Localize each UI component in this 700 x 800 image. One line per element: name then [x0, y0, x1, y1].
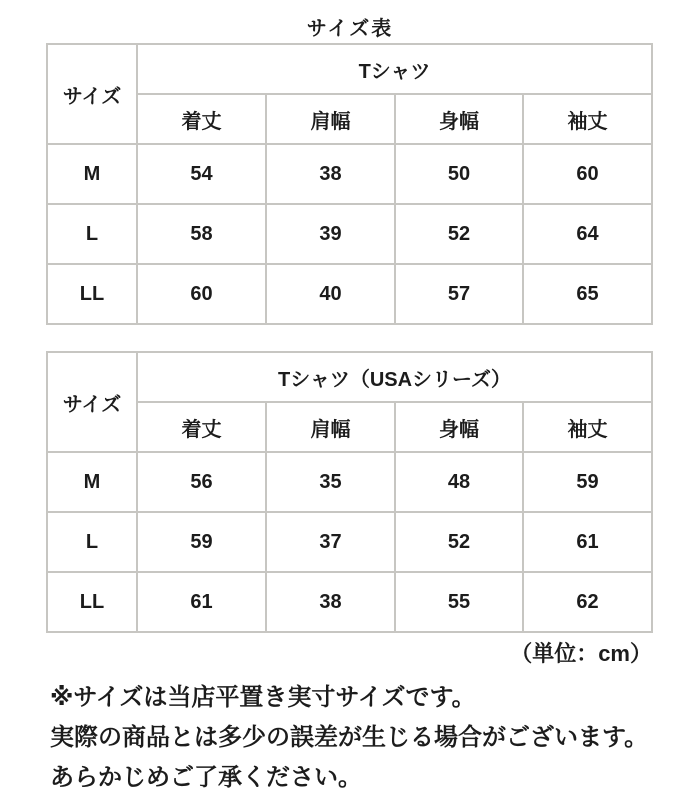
measure-header-cell: 身幅: [395, 94, 523, 144]
value-cell: 64: [523, 204, 652, 264]
table-gap: [0, 325, 700, 351]
measure-header-cell: 袖丈: [523, 402, 652, 452]
note-line: ※サイズは当店平置き実寸サイズです。: [50, 684, 476, 711]
size-cell: L: [47, 512, 137, 572]
page-title: サイズ表: [306, 18, 394, 40]
size-cell: L: [47, 204, 137, 264]
value-cell: 52: [395, 512, 523, 572]
size-column-header: サイズ: [47, 352, 137, 452]
value-cell: 37: [266, 512, 395, 572]
value-cell: 59: [137, 512, 266, 572]
measure-header-cell: 着丈: [137, 402, 266, 452]
value-cell: 38: [266, 144, 395, 204]
value-cell: 57: [395, 264, 523, 324]
value-cell: 58: [137, 204, 266, 264]
table-row: [47, 204, 652, 264]
note-line: 実際の商品とは多少の誤差が生じる場合がございます。: [50, 724, 649, 751]
value-cell: 61: [523, 512, 652, 572]
size-table-tshirt-usa: [46, 351, 653, 633]
unit-note: （単位：cm）: [510, 641, 652, 666]
value-cell: 54: [137, 144, 266, 204]
value-cell: 35: [266, 452, 395, 512]
table-row: [47, 452, 652, 512]
value-cell: 59: [523, 452, 652, 512]
size-column-header: サイズ: [47, 44, 137, 144]
table-row: [47, 264, 652, 324]
value-cell: 39: [266, 204, 395, 264]
value-cell: 60: [523, 144, 652, 204]
value-cell: 60: [137, 264, 266, 324]
measure-header-cell: 袖丈: [523, 94, 652, 144]
value-cell: 48: [395, 452, 523, 512]
value-cell: 62: [523, 572, 652, 632]
value-cell: 50: [395, 144, 523, 204]
measure-header-cell: 肩幅: [266, 94, 395, 144]
value-cell: 56: [137, 452, 266, 512]
size-table-tshirt: [46, 43, 653, 325]
value-cell: 61: [137, 572, 266, 632]
value-cell: 40: [266, 264, 395, 324]
value-cell: 52: [395, 204, 523, 264]
size-notes: [50, 678, 700, 798]
size-cell: LL: [47, 572, 137, 632]
measure-header-cell: 肩幅: [266, 402, 395, 452]
value-cell: 65: [523, 264, 652, 324]
value-cell: 38: [266, 572, 395, 632]
table-row: [47, 144, 652, 204]
size-cell: M: [47, 144, 137, 204]
size-cell: M: [47, 452, 137, 512]
size-cell: LL: [47, 264, 137, 324]
table-row: [47, 512, 652, 572]
value-cell: 55: [395, 572, 523, 632]
group-header-cell: Tシャツ（USAシリーズ）: [137, 352, 652, 402]
measure-header-cell: 身幅: [395, 402, 523, 452]
note-line: あらかじめご了承ください。: [50, 764, 362, 791]
table-row: [47, 572, 652, 632]
measure-header-cell: 着丈: [137, 94, 266, 144]
group-header-cell: Tシャツ: [137, 44, 652, 94]
